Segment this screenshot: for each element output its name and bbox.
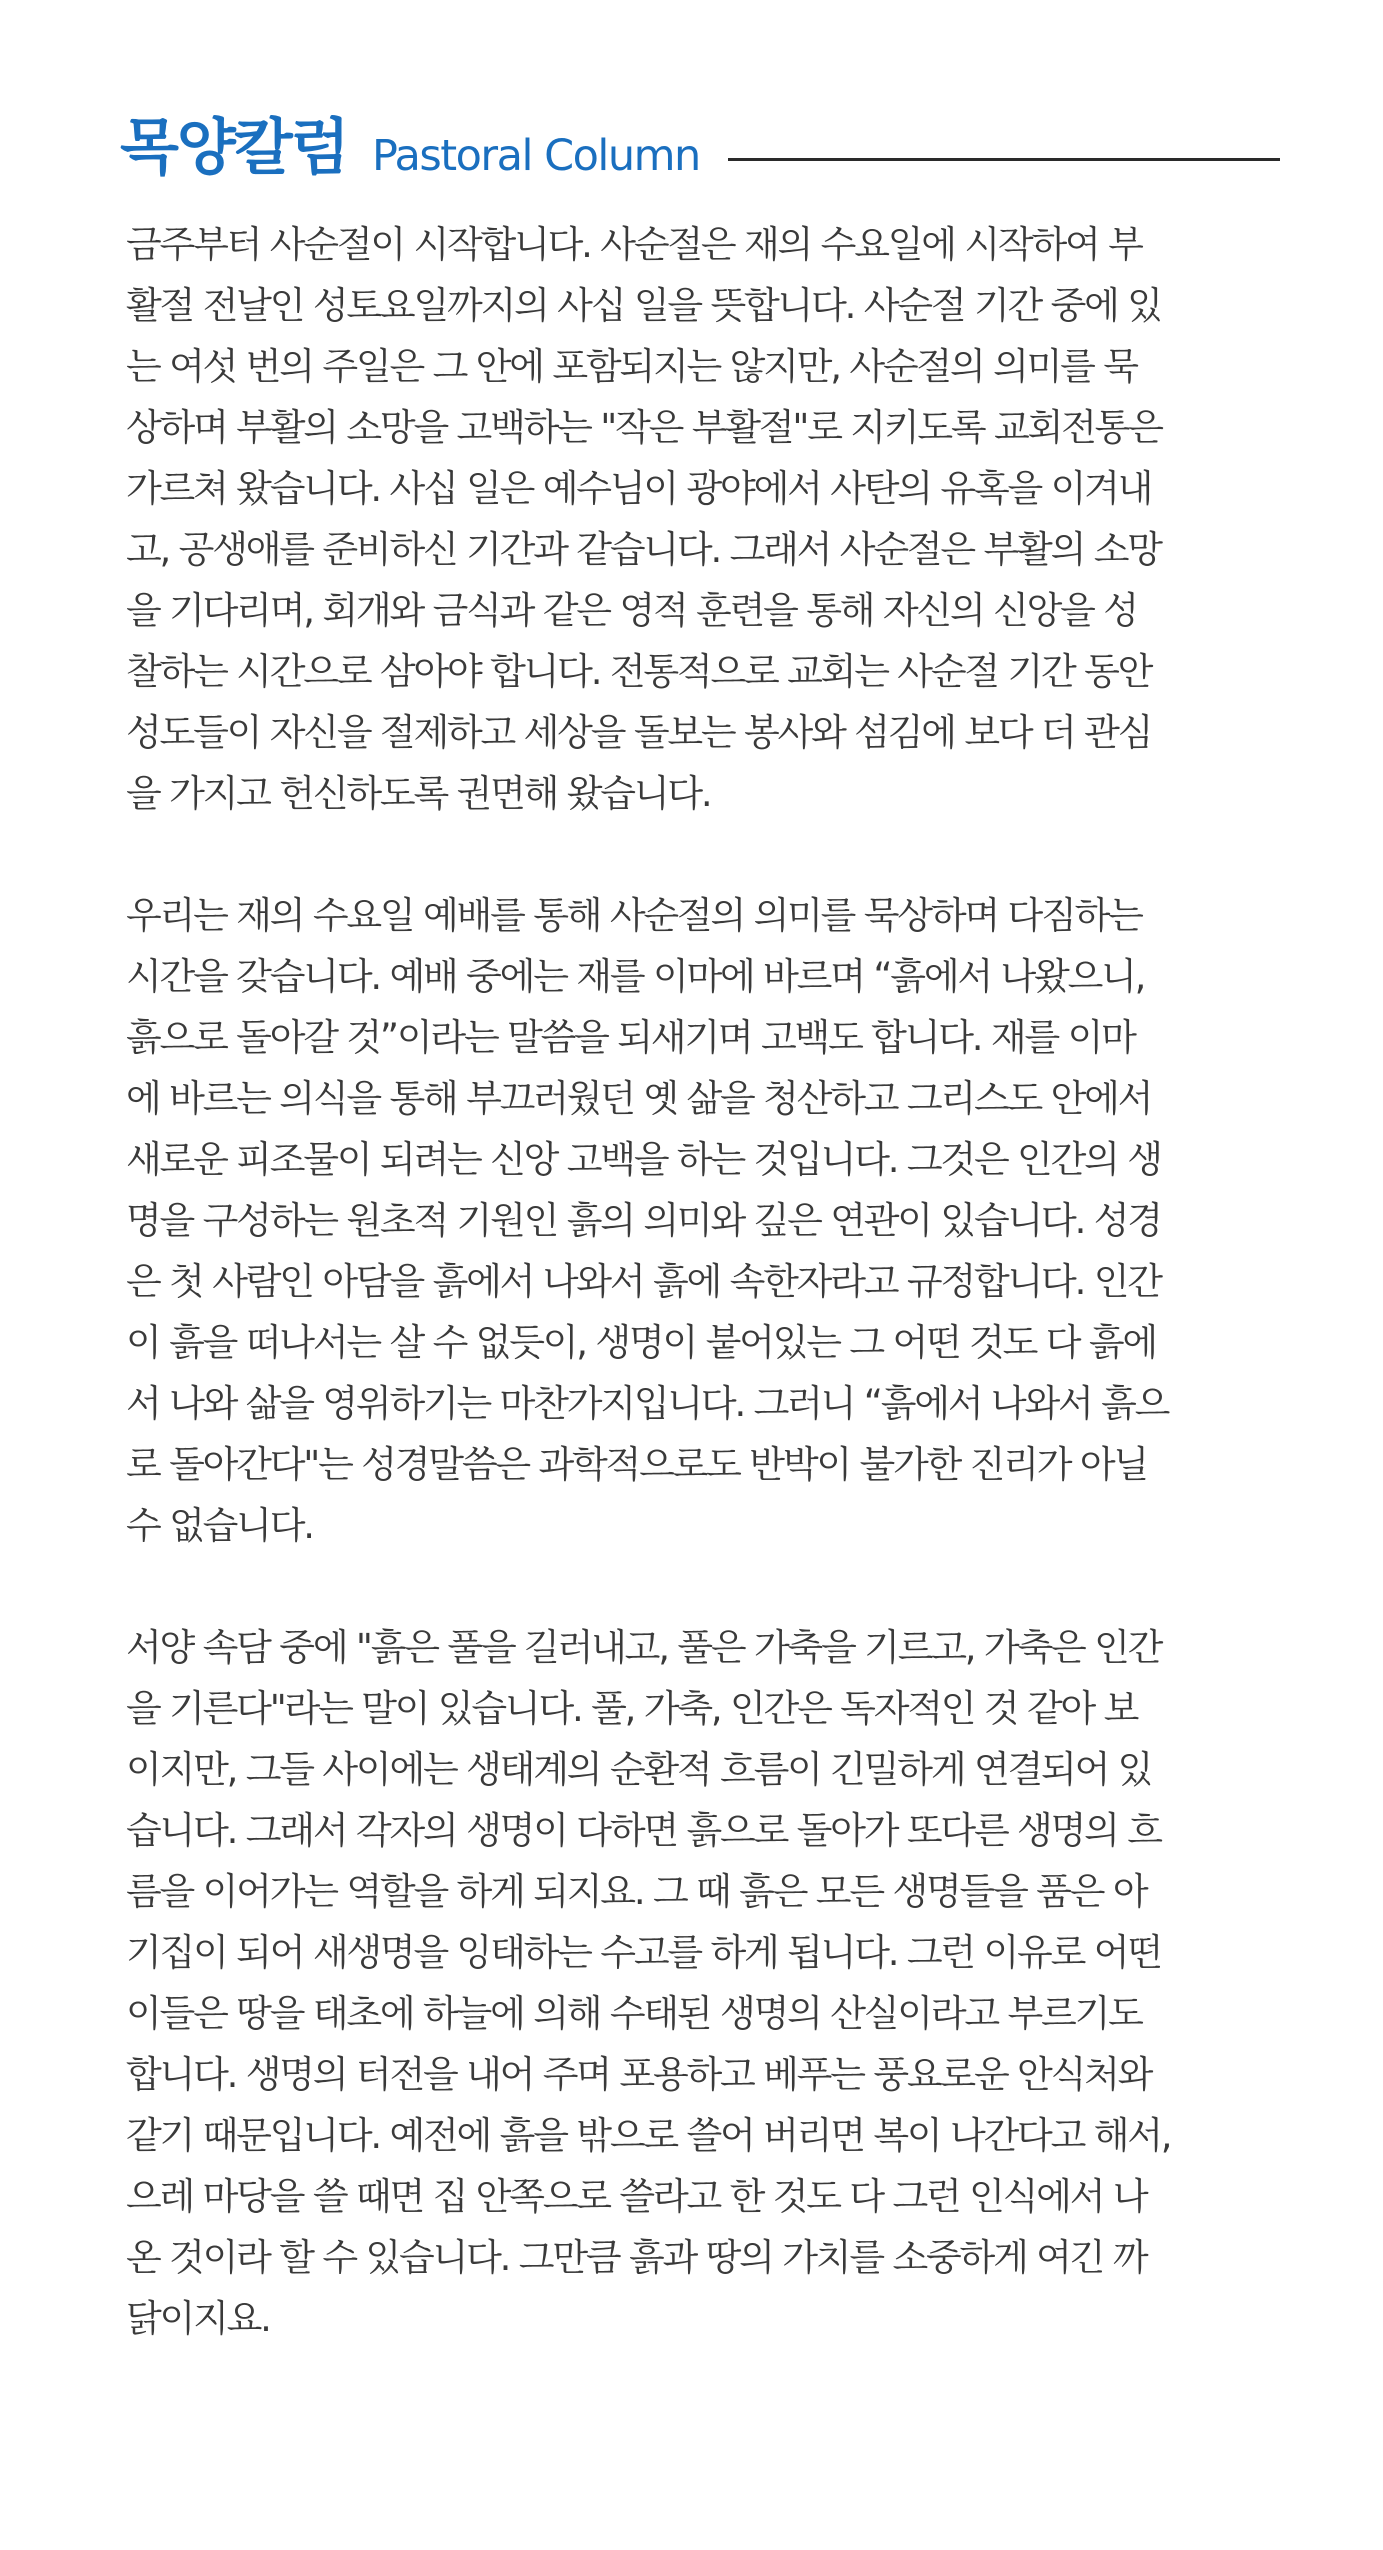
text-line: 닭이지요. — [126, 2297, 270, 2340]
column-header — [120, 108, 1280, 188]
text-line: 성도들이 자신을 절제하고 세상을 돌보는 봉사와 섬김에 보다 더 관심 — [126, 711, 1152, 754]
text-line: 으레 마당을 쓸 때면 집 안쪽으로 쓸라고 한 것도 다 그런 인식에서 나 — [126, 2175, 1147, 2218]
text-line: 습니다. 그래서 각자의 생명이 다하면 흙으로 돌아가 또다른 생명의 흐 — [126, 1809, 1161, 1852]
text-line: 고, 공생애를 준비하신 기간과 같습니다. 그래서 사순절은 부활의 소망 — [126, 528, 1161, 571]
text-line: 활절 전날인 성토요일까지의 사십 일을 뜻합니다. 사순절 기간 중에 있 — [126, 284, 1161, 327]
text-line: 온 것이라 할 수 있습니다. 그만큼 흙과 땅의 가치를 소중하게 여긴 까 — [126, 2236, 1147, 2279]
paragraph-1 — [126, 214, 1286, 824]
text-line: 금주부터 사순절이 시작합니다. 사순절은 재의 수요일에 시작하여 부 — [126, 223, 1142, 266]
text-line: 름을 이어가는 역할을 하게 되지요. 그 때 흙은 모든 생명들을 품은 아 — [126, 1870, 1147, 1913]
paragraph-2 — [126, 885, 1286, 1556]
text-line: 가르쳐 왔습니다. 사십 일은 예수님이 광야에서 사탄의 유혹을 이겨내 — [126, 467, 1152, 510]
text-line: 새로운 피조물이 되려는 신앙 고백을 하는 것입니다. 그것은 인간의 생 — [126, 1138, 1161, 1181]
text-line: 우리는 재의 수요일 예배를 통해 사순절의 의미를 묵상하며 다짐하는 — [126, 894, 1142, 937]
text-line: 을 가지고 헌신하도록 권면해 왔습니다. — [126, 772, 711, 815]
text-line: 이들은 땅을 태초에 하늘에 의해 수태된 생명의 산실이라고 부르기도 — [126, 1992, 1142, 2035]
text-line: 합니다. 생명의 터전을 내어 주며 포용하고 베푸는 풍요로운 안식처와 — [126, 2053, 1152, 2096]
text-line: 기집이 되어 새생명을 잉태하는 수고를 하게 됩니다. 그런 이유로 어떤 — [126, 1931, 1161, 1974]
header-divider-line — [728, 158, 1280, 161]
text-line: 상하며 부활의 소망을 고백하는 "작은 부활절"로 지키도록 교회전통은 — [126, 406, 1162, 449]
text-line: 수 없습니다. — [126, 1504, 313, 1547]
text-line: 을 기른다"라는 말이 있습니다. 풀, 가축, 인간은 독자적인 것 같아 보 — [126, 1687, 1138, 1730]
column-title-korean: 목양칼럼 — [120, 112, 348, 183]
text-line: 서 나와 삶을 영위하기는 마찬가지입니다. 그러니 “흙에서 나와서 흙으 — [126, 1382, 1169, 1425]
text-line: 명을 구성하는 원초적 기원인 흙의 의미와 깊은 연관이 있습니다. 성경 — [126, 1199, 1161, 1242]
column-title-english: Pastoral Column — [372, 131, 700, 181]
text-line: 같기 때문입니다. 예전에 흙을 밖으로 쓸어 버리면 복이 나간다고 해서, — [126, 2114, 1171, 2157]
text-line: 을 기다리며, 회개와 금식과 같은 영적 훈련을 통해 자신의 신앙을 성 — [126, 589, 1137, 632]
column-body — [126, 214, 1286, 2410]
text-line: 흙으로 돌아갈 것”이라는 말씀을 되새기며 고백도 합니다. 재를 이마 — [126, 1016, 1135, 1059]
text-line: 로 돌아간다"는 성경말씀은 과학적으로도 반박이 불가한 진리가 아닐 — [126, 1443, 1147, 1486]
text-line: 시간을 갖습니다. 예배 중에는 재를 이마에 바르며 “흙에서 나왔으니, — [126, 955, 1145, 998]
text-line: 에 바르는 의식을 통해 부끄러웠던 옛 삶을 청산하고 그리스도 안에서 — [126, 1077, 1152, 1120]
text-line: 서양 속담 중에 "흙은 풀을 길러내고, 풀은 가축을 기르고, 가축은 인간 — [126, 1626, 1162, 1669]
text-line: 은 첫 사람인 아담을 흙에서 나와서 흙에 속한자라고 규정합니다. 인간 — [126, 1260, 1161, 1303]
paragraph-3 — [126, 1617, 1286, 2349]
text-line: 는 여섯 번의 주일은 그 안에 포함되지는 않지만, 사순절의 의미를 묵 — [126, 345, 1137, 388]
text-line: 이지만, 그들 사이에는 생태계의 순환적 흐름이 긴밀하게 연결되어 있 — [126, 1748, 1152, 1791]
text-line: 찰하는 시간으로 삼아야 합니다. 전통적으로 교회는 사순절 기간 동안 — [126, 650, 1152, 693]
text-line: 이 흙을 떠나서는 살 수 없듯이, 생명이 붙어있는 그 어떤 것도 다 흙에 — [126, 1321, 1156, 1364]
